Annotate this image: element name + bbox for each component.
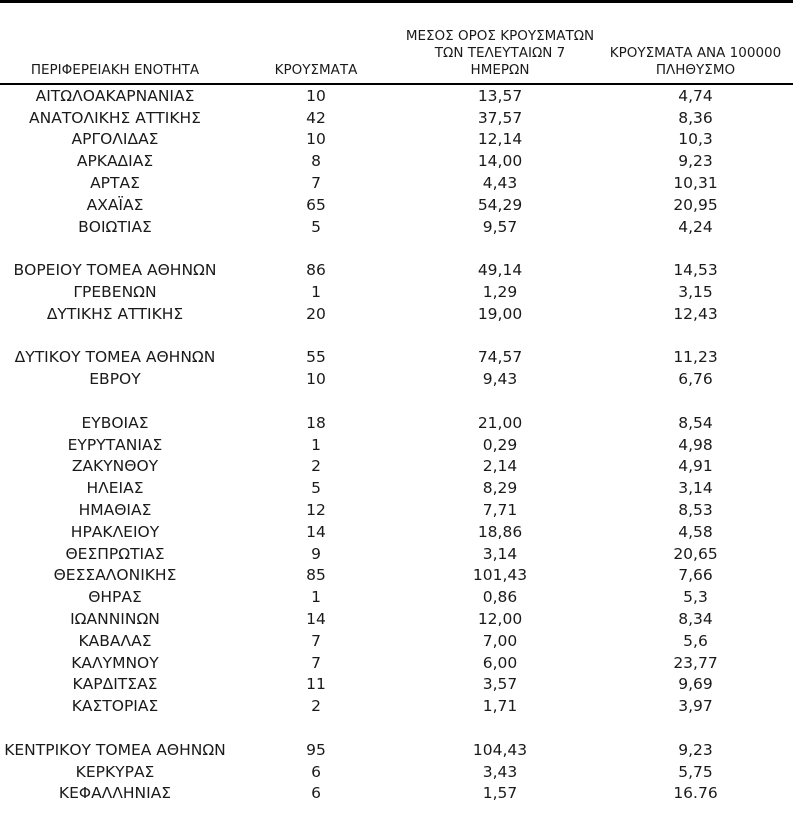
table-row <box>0 107 793 129</box>
avg7-cell: 7,71 <box>482 501 518 520</box>
avg7-cell: 14,00 <box>477 152 523 171</box>
avg7-cell: 2,14 <box>482 457 518 476</box>
avg7-cell: 101,43 <box>472 566 528 585</box>
region-cell: ΘΗΡΑΣ <box>88 588 142 607</box>
region-cell: ΑΡΚΑΔΙΑΣ <box>76 152 154 171</box>
region-cell: ΚΑΡΔΙΤΣΑΣ <box>72 675 158 694</box>
per100k-cell: 7,66 <box>678 566 713 585</box>
per100k-cell: 5,6 <box>683 631 708 650</box>
cases-cell: 85 <box>306 566 326 585</box>
spacer-cell <box>0 325 793 347</box>
per100k-cell: 8,36 <box>678 108 713 127</box>
cases-cell: 12 <box>306 501 326 520</box>
table-row <box>0 783 793 805</box>
region-cell: ΑΧΑΪΑΣ <box>86 195 144 214</box>
cases-cell: 95 <box>306 740 326 759</box>
region-cell: ΔΥΤΙΚΗΣ ΑΤΤΙΚΗΣ <box>46 304 184 323</box>
cases-cell: 14 <box>306 522 326 541</box>
region-cell: ΚΕΝΤΡΙΚΟΥ ΤΟΜΕΑ ΑΘΗΝΩΝ <box>4 740 226 759</box>
region-cell: ΕΒΡΟΥ <box>89 370 141 389</box>
avg7-cell: 6,00 <box>482 653 518 672</box>
region-cell: ΑΡΓΟΛΙΔΑΣ <box>71 130 159 149</box>
spacer-cell <box>0 717 793 739</box>
cases-cell: 5 <box>311 217 321 236</box>
cases-cell: 42 <box>306 108 326 127</box>
avg7-cell: 9,43 <box>482 370 518 389</box>
table-row <box>0 739 793 761</box>
header-avg7-label-line1: ΜΕΣΟΣ ΟΡΟΣ ΚΡΟΥΣΜΑΤΩΝ <box>405 28 595 44</box>
region-cell: ΒΟΡΕΙΟΥ ΤΟΜΕΑ ΑΘΗΝΩΝ <box>13 261 217 280</box>
per100k-cell: 9,23 <box>678 152 713 171</box>
cases-cell: 65 <box>306 195 326 214</box>
cases-cell: 20 <box>306 304 326 323</box>
per100k-cell: 4,24 <box>678 217 713 236</box>
per100k-cell: 5,3 <box>683 588 708 607</box>
per100k-cell: 12,43 <box>673 304 718 323</box>
per100k-cell: 5,75 <box>678 762 713 781</box>
table-row <box>0 652 793 674</box>
cases-cell: 1 <box>311 588 321 607</box>
region-cell: ΗΜΑΘΙΑΣ <box>78 501 152 520</box>
cases-cell: 1 <box>311 435 321 454</box>
table-row <box>0 565 793 587</box>
avg7-cell: 1,57 <box>482 784 518 803</box>
cases-cell: 7 <box>311 653 321 672</box>
per100k-cell: 8,34 <box>678 610 713 629</box>
per100k-cell: 3,14 <box>678 479 713 498</box>
per100k-cell: 8,54 <box>678 413 713 432</box>
avg7-cell: 3,43 <box>482 762 518 781</box>
avg7-cell: 19,00 <box>477 304 523 323</box>
avg7-cell: 12,14 <box>477 130 523 149</box>
per100k-cell: 8,53 <box>678 501 713 520</box>
cases-cell: 5 <box>311 479 321 498</box>
table-row <box>0 586 793 608</box>
region-cell: ΗΛΕΙΑΣ <box>86 479 144 498</box>
table-body <box>0 84 793 804</box>
table-row <box>0 630 793 652</box>
table-row <box>0 521 793 543</box>
region-cell: ΚΑΣΤΟΡΙΑΣ <box>71 697 159 716</box>
header-avg7-label-line3: ΗΜΕΡΩΝ <box>470 62 530 78</box>
table-row <box>0 347 793 369</box>
per100k-cell: 10,31 <box>673 174 718 193</box>
per100k-cell: 4,58 <box>678 522 713 541</box>
per100k-cell: 3,15 <box>678 283 713 302</box>
avg7-cell: 13,57 <box>477 86 523 105</box>
region-cell: ΔΥΤΙΚΟΥ ΤΟΜΕΑ ΑΘΗΝΩΝ <box>14 348 216 367</box>
table-row <box>0 84 793 107</box>
per100k-cell: 16.76 <box>673 784 718 803</box>
table-row <box>0 761 793 783</box>
table-row <box>0 434 793 456</box>
per100k-cell: 4,91 <box>678 457 713 476</box>
region-cell: ΚΕΦΑΛΛΗΝΙΑΣ <box>58 784 172 803</box>
table-row <box>0 303 793 325</box>
cases-cell: 10 <box>306 130 326 149</box>
region-cell: ΗΡΑΚΛΕΙΟΥ <box>70 522 160 541</box>
cases-cell: 55 <box>306 348 326 367</box>
avg7-cell: 54,29 <box>477 195 523 214</box>
cases-cell: 11 <box>306 675 326 694</box>
region-cell: ΑΡΤΑΣ <box>90 174 140 193</box>
spacer-cell <box>0 238 793 260</box>
table-row <box>0 129 793 151</box>
table-row <box>0 674 793 696</box>
avg7-cell: 3,57 <box>482 675 518 694</box>
avg7-cell: 12,00 <box>477 610 523 629</box>
region-cell: ΑΝΑΤΟΛΙΚΗΣ ΑΤΤΙΚΗΣ <box>29 108 201 127</box>
avg7-cell: 8,29 <box>482 479 518 498</box>
per100k-cell: 4,98 <box>678 435 713 454</box>
header-per100k-label-line2: ΠΛΗΘΥΣΜΟ <box>655 62 736 78</box>
per100k-cell: 9,23 <box>678 740 713 759</box>
header-region-label: ΠΕΡΙΦΕΡΕΙΑΚΗ ΕΝΟΤΗΤΑ <box>30 62 200 78</box>
column-header-per100k <box>598 2 793 85</box>
region-cell: ΚΑΒΑΛΑΣ <box>78 631 152 650</box>
cases-cell: 1 <box>311 283 321 302</box>
cases-cell: 6 <box>311 762 321 781</box>
spacer-row <box>0 717 793 739</box>
region-cell: ΘΕΣΠΡΩΤΙΑΣ <box>65 544 165 563</box>
per100k-cell: 10,3 <box>678 130 713 149</box>
table-row <box>0 543 793 565</box>
cases-cell: 10 <box>306 370 326 389</box>
table-row <box>0 695 793 717</box>
cases-cell: 9 <box>311 544 321 563</box>
cases-cell: 6 <box>311 784 321 803</box>
spacer-row <box>0 390 793 412</box>
per100k-cell: 9,69 <box>678 675 713 694</box>
avg7-cell: 7,00 <box>482 631 518 650</box>
avg7-cell: 0,29 <box>482 435 518 454</box>
table-row <box>0 499 793 521</box>
table-row <box>0 456 793 478</box>
avg7-cell: 4,43 <box>482 174 518 193</box>
table-row <box>0 608 793 630</box>
region-cell: ΚΑΛΥΜΝΟΥ <box>71 653 159 672</box>
cases-cell: 2 <box>311 457 321 476</box>
region-cell: ΑΙΤΩΛΟΑΚΑΡΝΑΝΙΑΣ <box>35 86 195 105</box>
spacer-row <box>0 238 793 260</box>
avg7-cell: 1,29 <box>482 283 518 302</box>
region-cell: ΙΩΑΝΝΙΝΩΝ <box>70 610 160 629</box>
table-row <box>0 412 793 434</box>
cases-cell: 14 <box>306 610 326 629</box>
cases-cell: 7 <box>311 631 321 650</box>
avg7-cell: 3,14 <box>482 544 518 563</box>
header-per100k-label-line1: ΚΡΟΥΣΜΑΤΑ ΑΝΑ 100000 <box>609 45 782 61</box>
avg7-cell: 18,86 <box>477 522 523 541</box>
table-row <box>0 477 793 499</box>
avg7-cell: 1,71 <box>482 697 518 716</box>
region-cell: ΘΕΣΣΑΛΟΝΙΚΗΣ <box>53 566 177 585</box>
region-cell: ΖΑΚΥΝΘΟΥ <box>71 457 159 476</box>
per100k-cell: 23,77 <box>673 653 718 672</box>
avg7-cell: 37,57 <box>477 108 523 127</box>
cases-cell: 18 <box>306 413 326 432</box>
avg7-cell: 21,00 <box>477 413 523 432</box>
cases-cell: 86 <box>306 261 326 280</box>
table-header <box>0 2 793 85</box>
avg7-cell: 49,14 <box>477 261 523 280</box>
table-row <box>0 172 793 194</box>
cases-cell: 10 <box>306 86 326 105</box>
per100k-cell: 14,53 <box>673 261 718 280</box>
region-cell: ΕΥΡΥΤΑΝΙΑΣ <box>67 435 163 454</box>
per100k-cell: 6,76 <box>678 370 713 389</box>
cases-cell: 7 <box>311 174 321 193</box>
cases-cell: 2 <box>311 697 321 716</box>
region-cell: ΚΕΡΚΥΡΑΣ <box>75 762 155 781</box>
avg7-cell: 104,43 <box>472 740 528 759</box>
avg7-cell: 74,57 <box>477 348 523 367</box>
column-header-region <box>0 2 230 85</box>
table-row <box>0 259 793 281</box>
region-cell: ΕΥΒΟΙΑΣ <box>81 413 149 432</box>
region-cell: ΓΡΕΒΕΝΩΝ <box>73 283 157 302</box>
header-row <box>0 2 793 85</box>
column-header-cases <box>230 2 402 85</box>
spacer-cell <box>0 390 793 412</box>
region-cell: ΒΟΙΩΤΙΑΣ <box>78 217 152 236</box>
per100k-cell: 20,65 <box>673 544 718 563</box>
table-row <box>0 216 793 238</box>
header-avg7-label-line2: ΤΩΝ ΤΕΛΕΥΤΑΙΩΝ 7 <box>434 45 566 61</box>
per100k-cell: 3,97 <box>678 697 713 716</box>
cases-cell: 8 <box>311 152 321 171</box>
avg7-cell: 9,57 <box>482 217 518 236</box>
avg7-cell: 0,86 <box>482 588 518 607</box>
column-header-avg7 <box>402 2 598 85</box>
table-row <box>0 194 793 216</box>
table-row <box>0 281 793 303</box>
table-row <box>0 150 793 172</box>
per100k-cell: 20,95 <box>673 195 718 214</box>
spacer-row <box>0 325 793 347</box>
per100k-cell: 11,23 <box>673 348 718 367</box>
per100k-cell: 4,74 <box>678 86 713 105</box>
header-cases-label: ΚΡΟΥΣΜΑΤΑ <box>274 62 358 78</box>
table-row <box>0 368 793 390</box>
